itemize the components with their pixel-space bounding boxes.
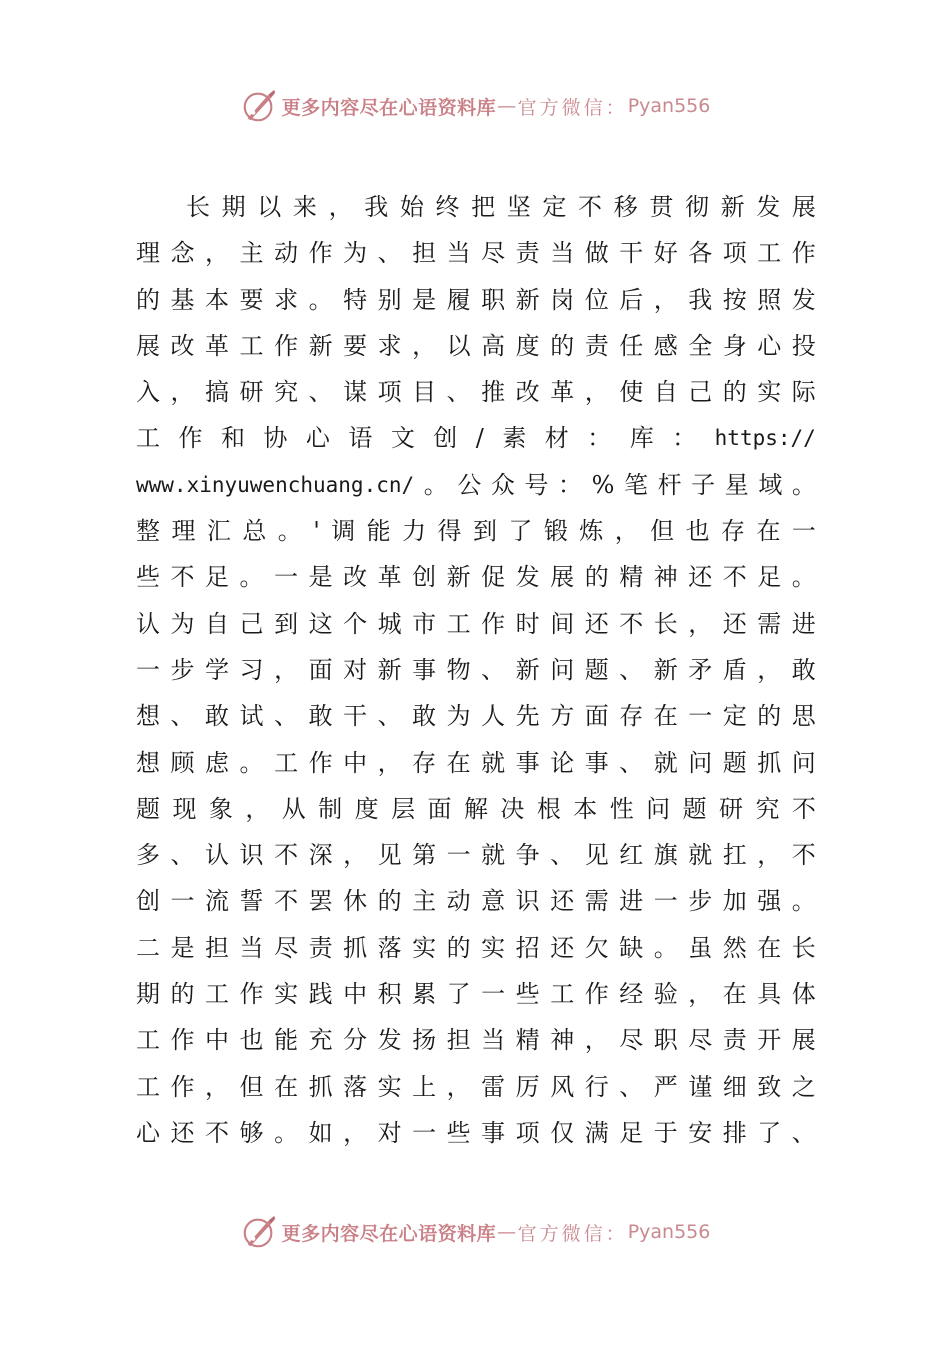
- banner-separator: —: [497, 1221, 517, 1243]
- text-line: 想 顾 虑 。 工 作 中 ， 存 在 就 事 论 事 、 就 问 题 抓 问: [136, 748, 816, 777]
- text-line: 工 作 ， 但 在 抓 落 实 上 ， 雷 厉 风 行 、 严 谨 细 致 之: [136, 1072, 816, 1101]
- pen-logo-icon: [240, 87, 278, 125]
- text-line: 一 步 学 习 ， 面 对 新 事 物 、 新 问 题 、 新 矛 盾 ， 敢: [136, 655, 816, 684]
- text-line: 工 作 中 也 能 充 分 发 扬 担 当 精 神 ， 尽 职 尽 责 开 展: [136, 1026, 816, 1055]
- pen-logo-icon: [240, 1213, 278, 1251]
- text-line: 多 、 认 识 不 深 ， 见 第 一 就 争 、 见 红 旗 就 扛 ， 不: [136, 841, 816, 870]
- text-line: 认 为 自 己 到 这 个 城 市 工 作 时 间 还 不 长 ， 还 需 进: [136, 609, 816, 638]
- text-line: 二 是 担 当 尽 责 抓 落 实 的 实 招 还 欠 缺 。 虽 然 在 长: [136, 933, 816, 962]
- text-line: 工 作 和 协 心 语 文 创 / 素 材 ： 库 ： https://: [136, 424, 816, 453]
- text-line: 的 基 本 要 求 。 特 别 是 履 职 新 岗 位 后 ， 我 按 照 发: [136, 285, 816, 314]
- text-line: 展 改 革 工 作 新 要 求 ， 以 高 度 的 责 任 感 全 身 心 投: [136, 331, 816, 360]
- banner-separator: —: [497, 95, 517, 117]
- text-line: 创 一 流 誓 不 罢 休 的 主 动 意 识 还 需 进 一 步 加 强 。: [136, 887, 816, 916]
- text-line: www.xinyuwenchuang.cn/ 。 公 众 号 ： % 笔 杆 子 星 域 。: [136, 470, 816, 499]
- banner-label: 官方微信：: [517, 1222, 628, 1245]
- header-banner: [0, 86, 950, 126]
- banner-wechat-id: Pyan556: [627, 95, 711, 117]
- text-line: 长 期 以 来 ， 我 始 终 把 坚 定 不 移 贯 彻 新 发 展: [186, 193, 816, 221]
- text-line: 题 现 象 ， 从 制 度 层 面 解 决 根 本 性 问 题 研 究 不: [136, 794, 816, 823]
- text-line: 理 念 ， 主 动 作 为 、 担 当 尽 责 当 做 干 好 各 项 工 作: [136, 239, 816, 268]
- text-line: 想 、 敢 试 、 敢 干 、 敢 为 人 先 方 面 存 在 一 定 的 思: [136, 702, 816, 731]
- text-line: 期 的 工 作 实 践 中 积 累 了 一 些 工 作 经 验 ， 在 具 体: [136, 980, 816, 1009]
- banner-title: 更多内容尽在心语资料库: [281, 96, 497, 119]
- text-line: 整 理 汇 总 。 ' 调 能 力 得 到 了 锻 炼 ， 但 也 存 在 一: [136, 517, 816, 546]
- text-line: 心 还 不 够 。 如 ， 对 一 些 事 项 仅 满 足 于 安 排 了 、: [136, 1118, 816, 1147]
- banner-label: 官方微信：: [517, 96, 628, 119]
- text-line: 些 不 足 。 一 是 改 革 创 新 促 发 展 的 精 神 还 不 足 。: [136, 563, 816, 592]
- banner-title: 更多内容尽在心语资料库: [281, 1222, 497, 1245]
- footer-banner: [0, 1212, 950, 1252]
- text-line: 入 ， 搞 研 究 、 谋 项 目 、 推 改 革 ， 使 自 己 的 实 际: [136, 378, 816, 407]
- banner-wechat-id: Pyan556: [627, 1221, 711, 1243]
- body-text: [136, 184, 816, 1156]
